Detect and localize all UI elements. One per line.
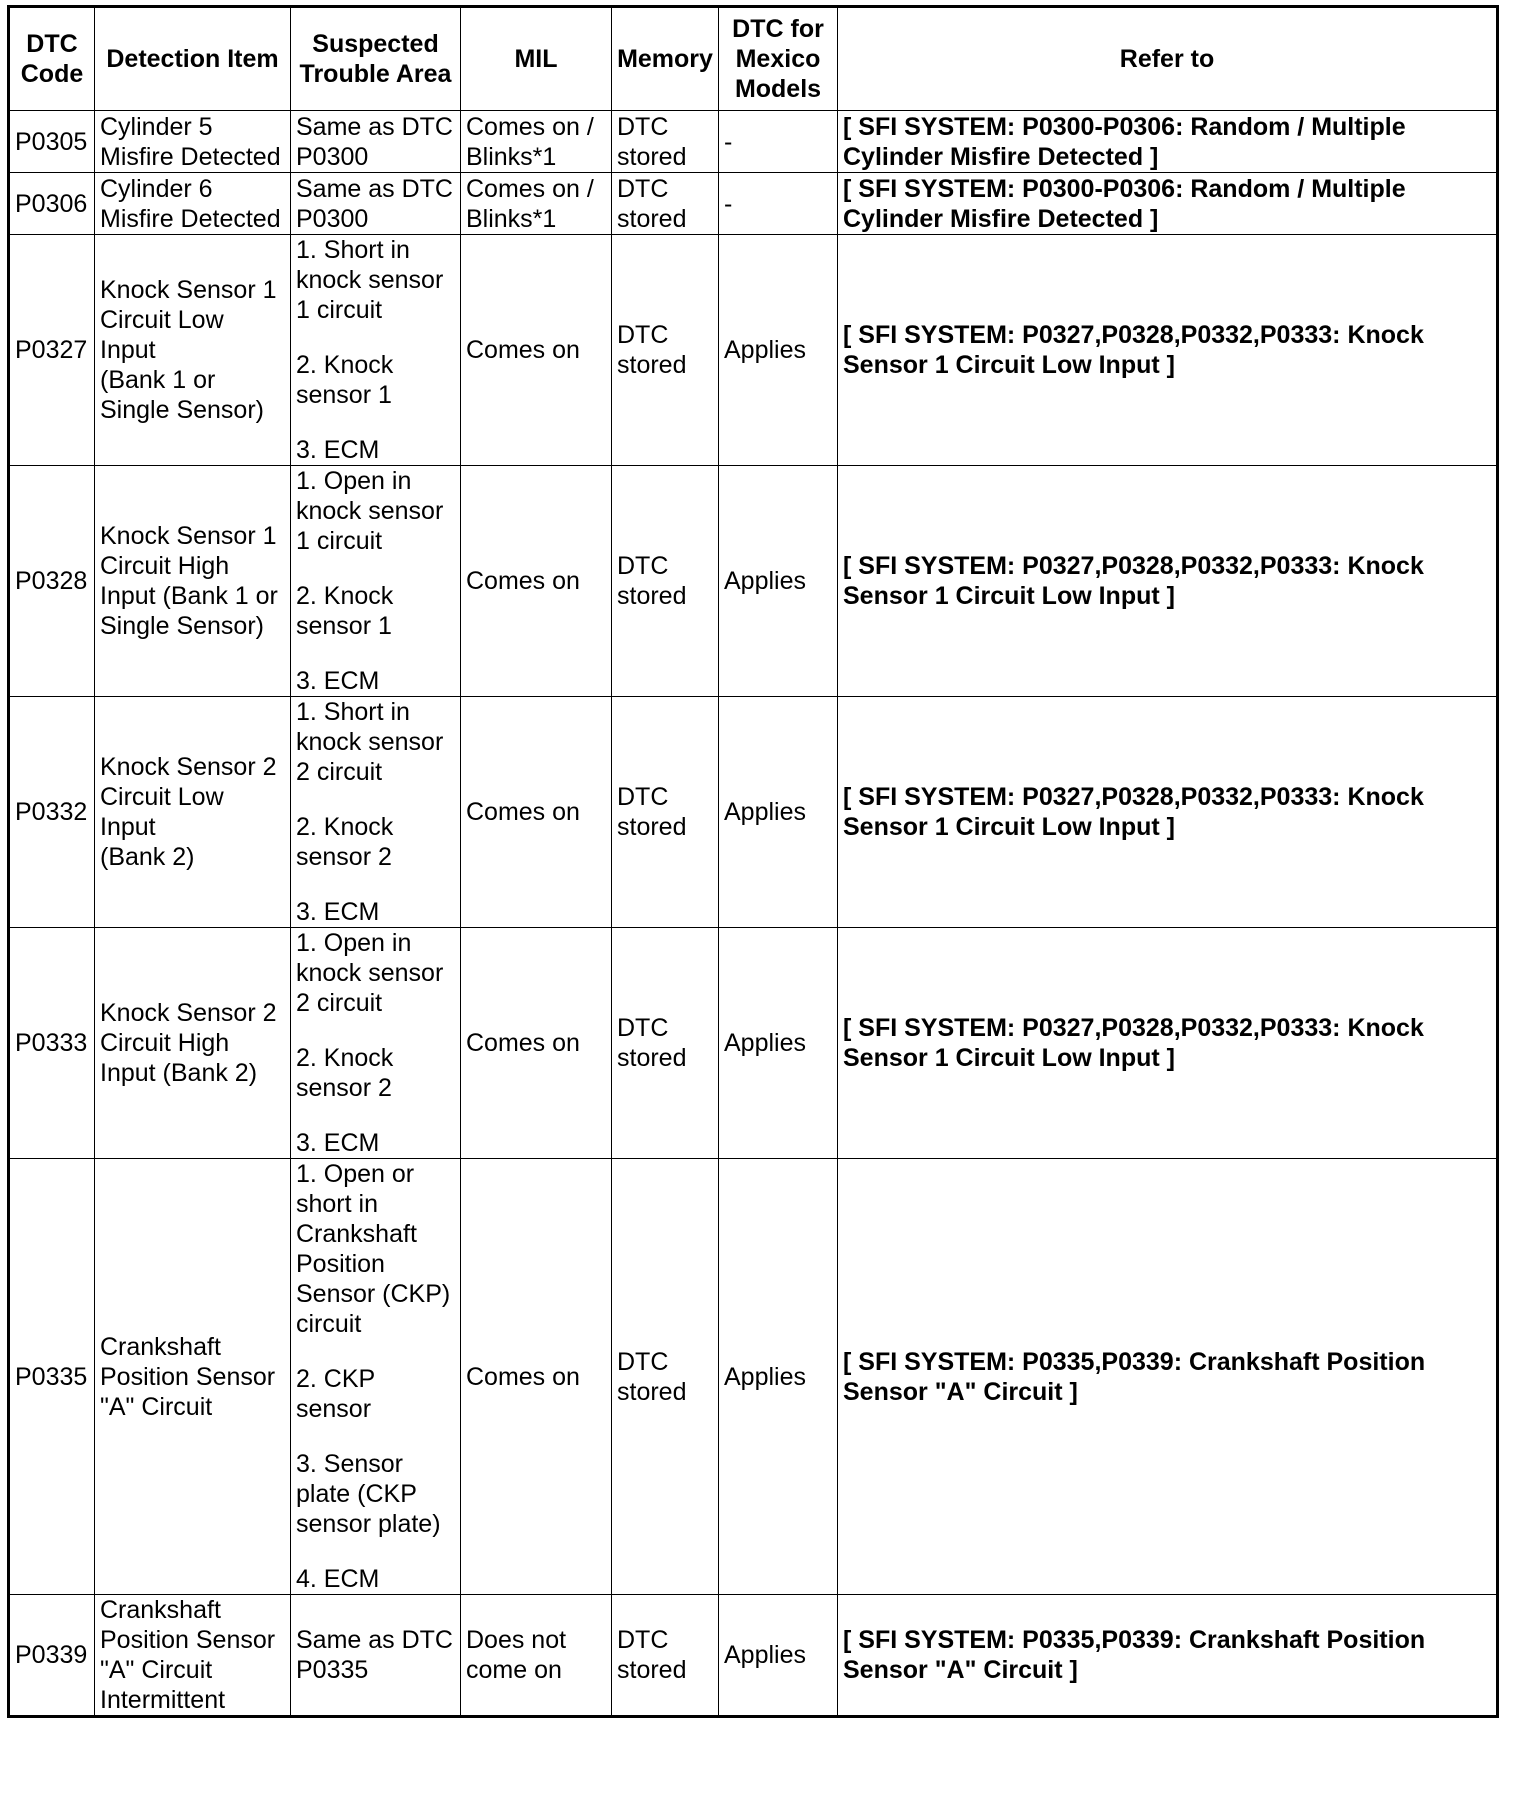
refer-to-cell [838, 697, 1498, 928]
header-text-line: Trouble Area [299, 60, 452, 88]
memory-cell [612, 111, 719, 173]
trouble-area-item [296, 174, 455, 234]
refer-to-line: Sensor 1 Circuit Low Input ] [843, 582, 1175, 610]
trouble-area-item [296, 928, 455, 1018]
mil-cell [461, 235, 612, 466]
mil-line: Comes on [466, 336, 580, 364]
trouble-area-line: knock sensor [296, 266, 444, 294]
detection-item-line: Input (Bank 2) [100, 1059, 258, 1087]
trouble-area-line: short in [296, 1190, 378, 1218]
refer-to-line: Sensor "A" Circuit ] [843, 1377, 1078, 1406]
refer-to-line: [ SFI SYSTEM: P0300-P0306: Random / Multiple [843, 112, 1406, 141]
refer-to-line: [ SFI SYSTEM: P0335,P0339: Crankshaft Position [843, 1626, 1426, 1654]
memory-line: DTC [617, 174, 669, 203]
mil-cell [461, 466, 612, 697]
detection-item-cell [95, 1159, 291, 1595]
trouble-area-list [296, 928, 455, 1158]
memory-line: stored [617, 1377, 687, 1406]
trouble-area-item [296, 697, 455, 787]
dtc-code-cell: P0333 [9, 928, 95, 1159]
suspected-trouble-area-cell [291, 928, 461, 1159]
detection-item-line: Crankshaft [100, 1596, 221, 1624]
detection-item-line: Knock Sensor 2 [100, 999, 277, 1027]
detection-item-line: Cylinder 6 [100, 174, 213, 203]
table-row [9, 173, 1498, 235]
detection-item-line: Circuit Low Input [100, 306, 224, 364]
mexico-models-line: - [724, 127, 733, 156]
detection-item-line: (Bank 1 or [100, 366, 216, 394]
memory-line: DTC [617, 783, 669, 811]
table-row [9, 235, 1498, 466]
memory-line: DTC [617, 321, 669, 349]
trouble-area-line: 2 circuit [296, 989, 383, 1017]
mil-line: come on [466, 1656, 562, 1684]
dtc-table-body [9, 111, 1498, 1717]
memory-cell [612, 928, 719, 1159]
header-text-line: Refer to [1119, 45, 1215, 73]
memory-line: DTC [617, 1626, 669, 1654]
header-dtc-for-mexico-models [719, 7, 838, 111]
detection-item-line: "A" Circuit [100, 1392, 213, 1421]
dtc-table [7, 5, 1499, 1718]
mexico-models-cell [719, 697, 838, 928]
mexico-models-cell [719, 466, 838, 697]
memory-line: stored [617, 582, 687, 610]
trouble-area-line: P0300 [296, 204, 369, 233]
memory-line: stored [617, 1044, 687, 1072]
detection-item-cell [95, 1595, 291, 1717]
memory-cell [612, 466, 719, 697]
trouble-area-list [296, 112, 455, 172]
header-text-line: DTC [26, 30, 78, 58]
mexico-models-line: Applies [724, 567, 806, 595]
mil-line: Comes on / [466, 112, 594, 141]
memory-line: DTC [617, 1347, 669, 1376]
suspected-trouble-area-cell [291, 111, 461, 173]
memory-line: DTC [617, 1014, 669, 1042]
detection-item-line: Intermittent [100, 1686, 226, 1714]
trouble-area-line: 1. Short in [296, 698, 410, 726]
refer-to-cell [838, 466, 1498, 697]
trouble-area-item [296, 1159, 455, 1339]
table-row [9, 1595, 1498, 1717]
refer-to-cell [838, 1595, 1498, 1717]
trouble-area-line: 2. CKP [296, 1365, 376, 1393]
detection-item-line: Single Sensor) [100, 396, 264, 424]
refer-to-line: Sensor "A" Circuit ] [843, 1656, 1078, 1684]
trouble-area-line: Same as DTC [296, 112, 453, 141]
refer-to-cell [838, 173, 1498, 235]
trouble-area-line: 4. ECM [296, 1565, 380, 1593]
refer-to-line: [ SFI SYSTEM: P0327,P0328,P0332,P0333: Knock [843, 552, 1424, 580]
mil-cell [461, 928, 612, 1159]
mexico-models-line: - [724, 189, 733, 218]
trouble-area-line: Sensor (CKP) [296, 1280, 451, 1308]
dtc-code-cell: P0328 [9, 466, 95, 697]
header-text-line: Suspected [312, 30, 439, 58]
trouble-area-line: 2. Knock [296, 813, 394, 841]
detection-item-line: Knock Sensor 1 [100, 522, 277, 550]
refer-to-line: Cylinder Misfire Detected ] [843, 142, 1159, 171]
trouble-area-line: 2 circuit [296, 758, 383, 786]
trouble-area-line: 1 circuit [296, 296, 383, 324]
trouble-area-line: Same as DTC [296, 1626, 453, 1654]
suspected-trouble-area-cell [291, 173, 461, 235]
detection-item-cell [95, 928, 291, 1159]
detection-item-line: Single Sensor) [100, 612, 264, 640]
memory-line: stored [617, 142, 687, 171]
trouble-area-line: 1 circuit [296, 527, 383, 555]
mil-cell [461, 1159, 612, 1595]
mexico-models-cell [719, 173, 838, 235]
mexico-models-cell [719, 235, 838, 466]
refer-to-line: [ SFI SYSTEM: P0327,P0328,P0332,P0333: Knock [843, 1014, 1424, 1042]
trouble-area-item [296, 1043, 455, 1103]
detection-item-line: Knock Sensor 1 [100, 276, 277, 304]
trouble-area-item [296, 897, 455, 927]
refer-to-cell [838, 235, 1498, 466]
mexico-models-line: Applies [724, 798, 806, 826]
detection-item-line: Crankshaft [100, 1332, 221, 1361]
refer-to-line: [ SFI SYSTEM: P0327,P0328,P0332,P0333: Knock [843, 783, 1424, 811]
trouble-area-list [296, 697, 455, 927]
header-text-line: Models [734, 75, 822, 103]
mil-cell [461, 111, 612, 173]
detection-item-line: Input (Bank 1 or [100, 582, 278, 610]
mil-line: Blinks*1 [466, 142, 557, 171]
header-memory [612, 7, 719, 111]
refer-to-line: Sensor 1 Circuit Low Input ] [843, 813, 1175, 841]
mexico-models-line: Applies [724, 1029, 806, 1057]
trouble-area-line: 1. Open in [296, 467, 412, 495]
memory-line: stored [617, 351, 687, 379]
trouble-area-line: P0300 [296, 142, 369, 171]
mil-line: Comes on [466, 1029, 580, 1057]
trouble-area-line: sensor 1 [296, 612, 392, 640]
memory-line: DTC [617, 552, 669, 580]
dtc-code-cell: P0332 [9, 697, 95, 928]
memory-line: DTC [617, 112, 669, 141]
trouble-area-item [296, 1625, 455, 1685]
header-suspected-trouble-area [291, 7, 461, 111]
trouble-area-list [296, 1625, 455, 1685]
dtc-code-cell: P0306 [9, 173, 95, 235]
trouble-area-item [296, 1128, 455, 1158]
suspected-trouble-area-cell [291, 1159, 461, 1595]
detection-item-line: "A" Circuit [100, 1656, 213, 1684]
header-text-line: Code [20, 60, 84, 88]
detection-item-cell [95, 235, 291, 466]
trouble-area-line: sensor plate) [296, 1510, 441, 1538]
trouble-area-line: plate (CKP [296, 1480, 417, 1508]
trouble-area-line: Position [296, 1250, 385, 1278]
trouble-area-line: 3. ECM [296, 436, 380, 464]
mil-line: Blinks*1 [466, 204, 557, 233]
header-text-line: Memory [617, 45, 713, 73]
trouble-area-list [296, 174, 455, 234]
table-row [9, 697, 1498, 928]
mexico-models-cell [719, 1159, 838, 1595]
refer-to-line: Cylinder Misfire Detected ] [843, 204, 1159, 233]
trouble-area-line: sensor 2 [296, 843, 392, 871]
mexico-models-cell [719, 928, 838, 1159]
refer-to-line: Sensor 1 Circuit Low Input ] [843, 351, 1175, 379]
dtc-code-cell: P0327 [9, 235, 95, 466]
mexico-models-line: Applies [724, 1362, 806, 1391]
suspected-trouble-area-cell [291, 235, 461, 466]
suspected-trouble-area-cell [291, 466, 461, 697]
trouble-area-item [296, 350, 455, 410]
trouble-area-line: knock sensor [296, 497, 444, 525]
refer-to-line: [ SFI SYSTEM: P0327,P0328,P0332,P0333: Knock [843, 321, 1424, 349]
mil-cell [461, 697, 612, 928]
detection-item-line: Misfire Detected [100, 142, 281, 171]
mil-cell [461, 173, 612, 235]
detection-item-cell [95, 173, 291, 235]
header-row [9, 7, 1498, 111]
trouble-area-line: P0335 [296, 1656, 369, 1684]
trouble-area-line: knock sensor [296, 728, 444, 756]
detection-item-line: Circuit Low Input [100, 783, 224, 841]
trouble-area-item [296, 1449, 455, 1539]
memory-line: stored [617, 1656, 687, 1684]
trouble-area-line: circuit [296, 1310, 362, 1338]
mil-line: Does not [466, 1626, 567, 1654]
trouble-area-item [296, 112, 455, 172]
detection-item-line: Position Sensor [100, 1362, 276, 1391]
trouble-area-line: 1. Short in [296, 236, 410, 264]
header-text-line: MIL [514, 45, 558, 73]
trouble-area-line: Same as DTC [296, 174, 453, 203]
mexico-models-line: Applies [724, 336, 806, 364]
detection-item-line: Circuit High [100, 552, 230, 580]
trouble-area-item [296, 1564, 455, 1594]
trouble-area-line: sensor 1 [296, 381, 392, 409]
trouble-area-item [296, 466, 455, 556]
detection-item-line: Circuit High [100, 1029, 230, 1057]
trouble-area-item [296, 435, 455, 465]
memory-line: stored [617, 813, 687, 841]
trouble-area-list [296, 466, 455, 696]
trouble-area-list [296, 1159, 455, 1594]
mil-line: Comes on [466, 567, 580, 595]
memory-cell [612, 1595, 719, 1717]
header-refer-to [838, 7, 1498, 111]
header-text-line: Mexico [735, 45, 821, 73]
trouble-area-line: sensor [296, 1395, 372, 1423]
header-dtc-code [9, 7, 95, 111]
header-text-line: DTC for [732, 15, 824, 43]
dtc-code-cell: P0335 [9, 1159, 95, 1595]
mexico-models-cell [719, 111, 838, 173]
trouble-area-line: 2. Knock [296, 351, 394, 379]
detection-item-line: (Bank 2) [100, 843, 195, 871]
detection-item-line: Cylinder 5 [100, 112, 213, 141]
detection-item-line: Misfire Detected [100, 204, 281, 233]
memory-line: stored [617, 204, 687, 233]
mil-line: Comes on / [466, 174, 594, 203]
dtc-code-cell: P0339 [9, 1595, 95, 1717]
refer-to-line: [ SFI SYSTEM: P0300-P0306: Random / Multiple [843, 174, 1406, 203]
trouble-area-line: sensor 2 [296, 1074, 392, 1102]
mexico-models-line: Applies [724, 1641, 806, 1669]
refer-to-line: [ SFI SYSTEM: P0335,P0339: Crankshaft Position [843, 1347, 1426, 1376]
header-text-line: Detection Item [106, 45, 279, 73]
detection-item-line: Knock Sensor 2 [100, 753, 277, 781]
header-mil [461, 7, 612, 111]
trouble-area-item [296, 235, 455, 325]
trouble-area-line: 1. Open in [296, 929, 412, 957]
refer-to-cell [838, 928, 1498, 1159]
trouble-area-item [296, 812, 455, 872]
trouble-area-line: 3. ECM [296, 667, 380, 695]
table-row [9, 1159, 1498, 1595]
detection-item-cell [95, 111, 291, 173]
suspected-trouble-area-cell [291, 697, 461, 928]
refer-to-cell [838, 111, 1498, 173]
trouble-area-item [296, 1364, 455, 1424]
suspected-trouble-area-cell [291, 1595, 461, 1717]
mil-line: Comes on [466, 798, 580, 826]
memory-cell [612, 235, 719, 466]
trouble-area-line: Crankshaft [296, 1220, 417, 1248]
table-row [9, 111, 1498, 173]
trouble-area-line: 3. Sensor [296, 1450, 404, 1478]
table-row [9, 928, 1498, 1159]
trouble-area-list [296, 235, 455, 465]
detection-item-cell [95, 697, 291, 928]
table-row [9, 466, 1498, 697]
trouble-area-line: 2. Knock [296, 1044, 394, 1072]
memory-cell [612, 697, 719, 928]
trouble-area-item [296, 581, 455, 641]
mil-line: Comes on [466, 1362, 580, 1391]
header-detection-item [95, 7, 291, 111]
trouble-area-line: knock sensor [296, 959, 444, 987]
trouble-area-line: 3. ECM [296, 1129, 380, 1157]
trouble-area-item [296, 666, 455, 696]
detection-item-cell [95, 466, 291, 697]
refer-to-cell [838, 1159, 1498, 1595]
trouble-area-line: 2. Knock [296, 582, 394, 610]
memory-cell [612, 1159, 719, 1595]
trouble-area-line: 3. ECM [296, 898, 380, 926]
mexico-models-cell [719, 1595, 838, 1717]
memory-cell [612, 173, 719, 235]
trouble-area-line: 1. Open or [296, 1160, 415, 1188]
dtc-code-cell: P0305 [9, 111, 95, 173]
refer-to-line: Sensor 1 Circuit Low Input ] [843, 1044, 1175, 1072]
detection-item-line: Position Sensor [100, 1626, 276, 1654]
mil-cell [461, 1595, 612, 1717]
